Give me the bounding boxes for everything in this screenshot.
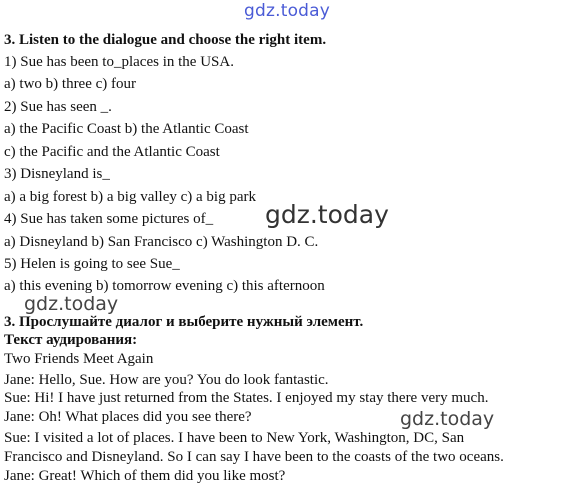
dialogue-line-3: Jane: Oh! What places did you see there? (4, 409, 252, 425)
dialogue-line-5: Francisco and Disneyland. So I can say I have been to the coasts of the two oceans. (4, 449, 504, 465)
question-2-options-a: a) the Pacific Coast b) the Atlantic Coast (4, 121, 249, 137)
transcript-title: Two Friends Meet Again (4, 351, 154, 367)
question-2: 2) Sue has seen _. (4, 99, 112, 115)
transcript-heading: Текст аудирования: (4, 332, 138, 348)
dialogue-line-1: Jane: Hello, Sue. How are you? You do look fantastic. (4, 372, 329, 388)
question-4-options: a) Disneyland b) San Francisco c) Washington D. C. (4, 234, 319, 250)
exercise-heading: 3. Listen to the dialogue and choose the right item. (4, 32, 327, 48)
watermark-right: gdz.today (400, 408, 495, 430)
watermark-left: gdz.today (24, 293, 119, 315)
question-1: 1) Sue has been to_places in the USA. (4, 54, 234, 70)
question-4: 4) Sue has taken some pictures of_ (4, 211, 214, 227)
watermark-middle: gdz.today (265, 200, 389, 229)
question-5: 5) Helen is going to see Sue_ (4, 256, 180, 272)
question-3: 3) Disneyland is_ (4, 166, 110, 182)
question-1-options: a) two b) three c) four (4, 76, 137, 92)
question-5-options: a) this evening b) tomorrow evening c) this afternoon (4, 278, 325, 294)
question-3-options: a) a big forest b) a big valley c) a big park (4, 189, 256, 205)
dialogue-line-4: Sue: I visited a lot of places. I have been to New York, Washington, DC, San (4, 430, 465, 446)
exercise-heading-russian: 3. Прослушайте диалог и выберите нужный элемент. (4, 314, 364, 330)
question-2-options-c: c) the Pacific and the Atlantic Coast (4, 144, 220, 160)
dialogue-line-6: Jane: Great! Which of them did you like most? (4, 468, 286, 484)
watermark-top: gdz.today (244, 1, 331, 21)
dialogue-line-2: Sue: Hi! I have just returned from the States. I enjoyed my stay there very much. (4, 390, 489, 406)
